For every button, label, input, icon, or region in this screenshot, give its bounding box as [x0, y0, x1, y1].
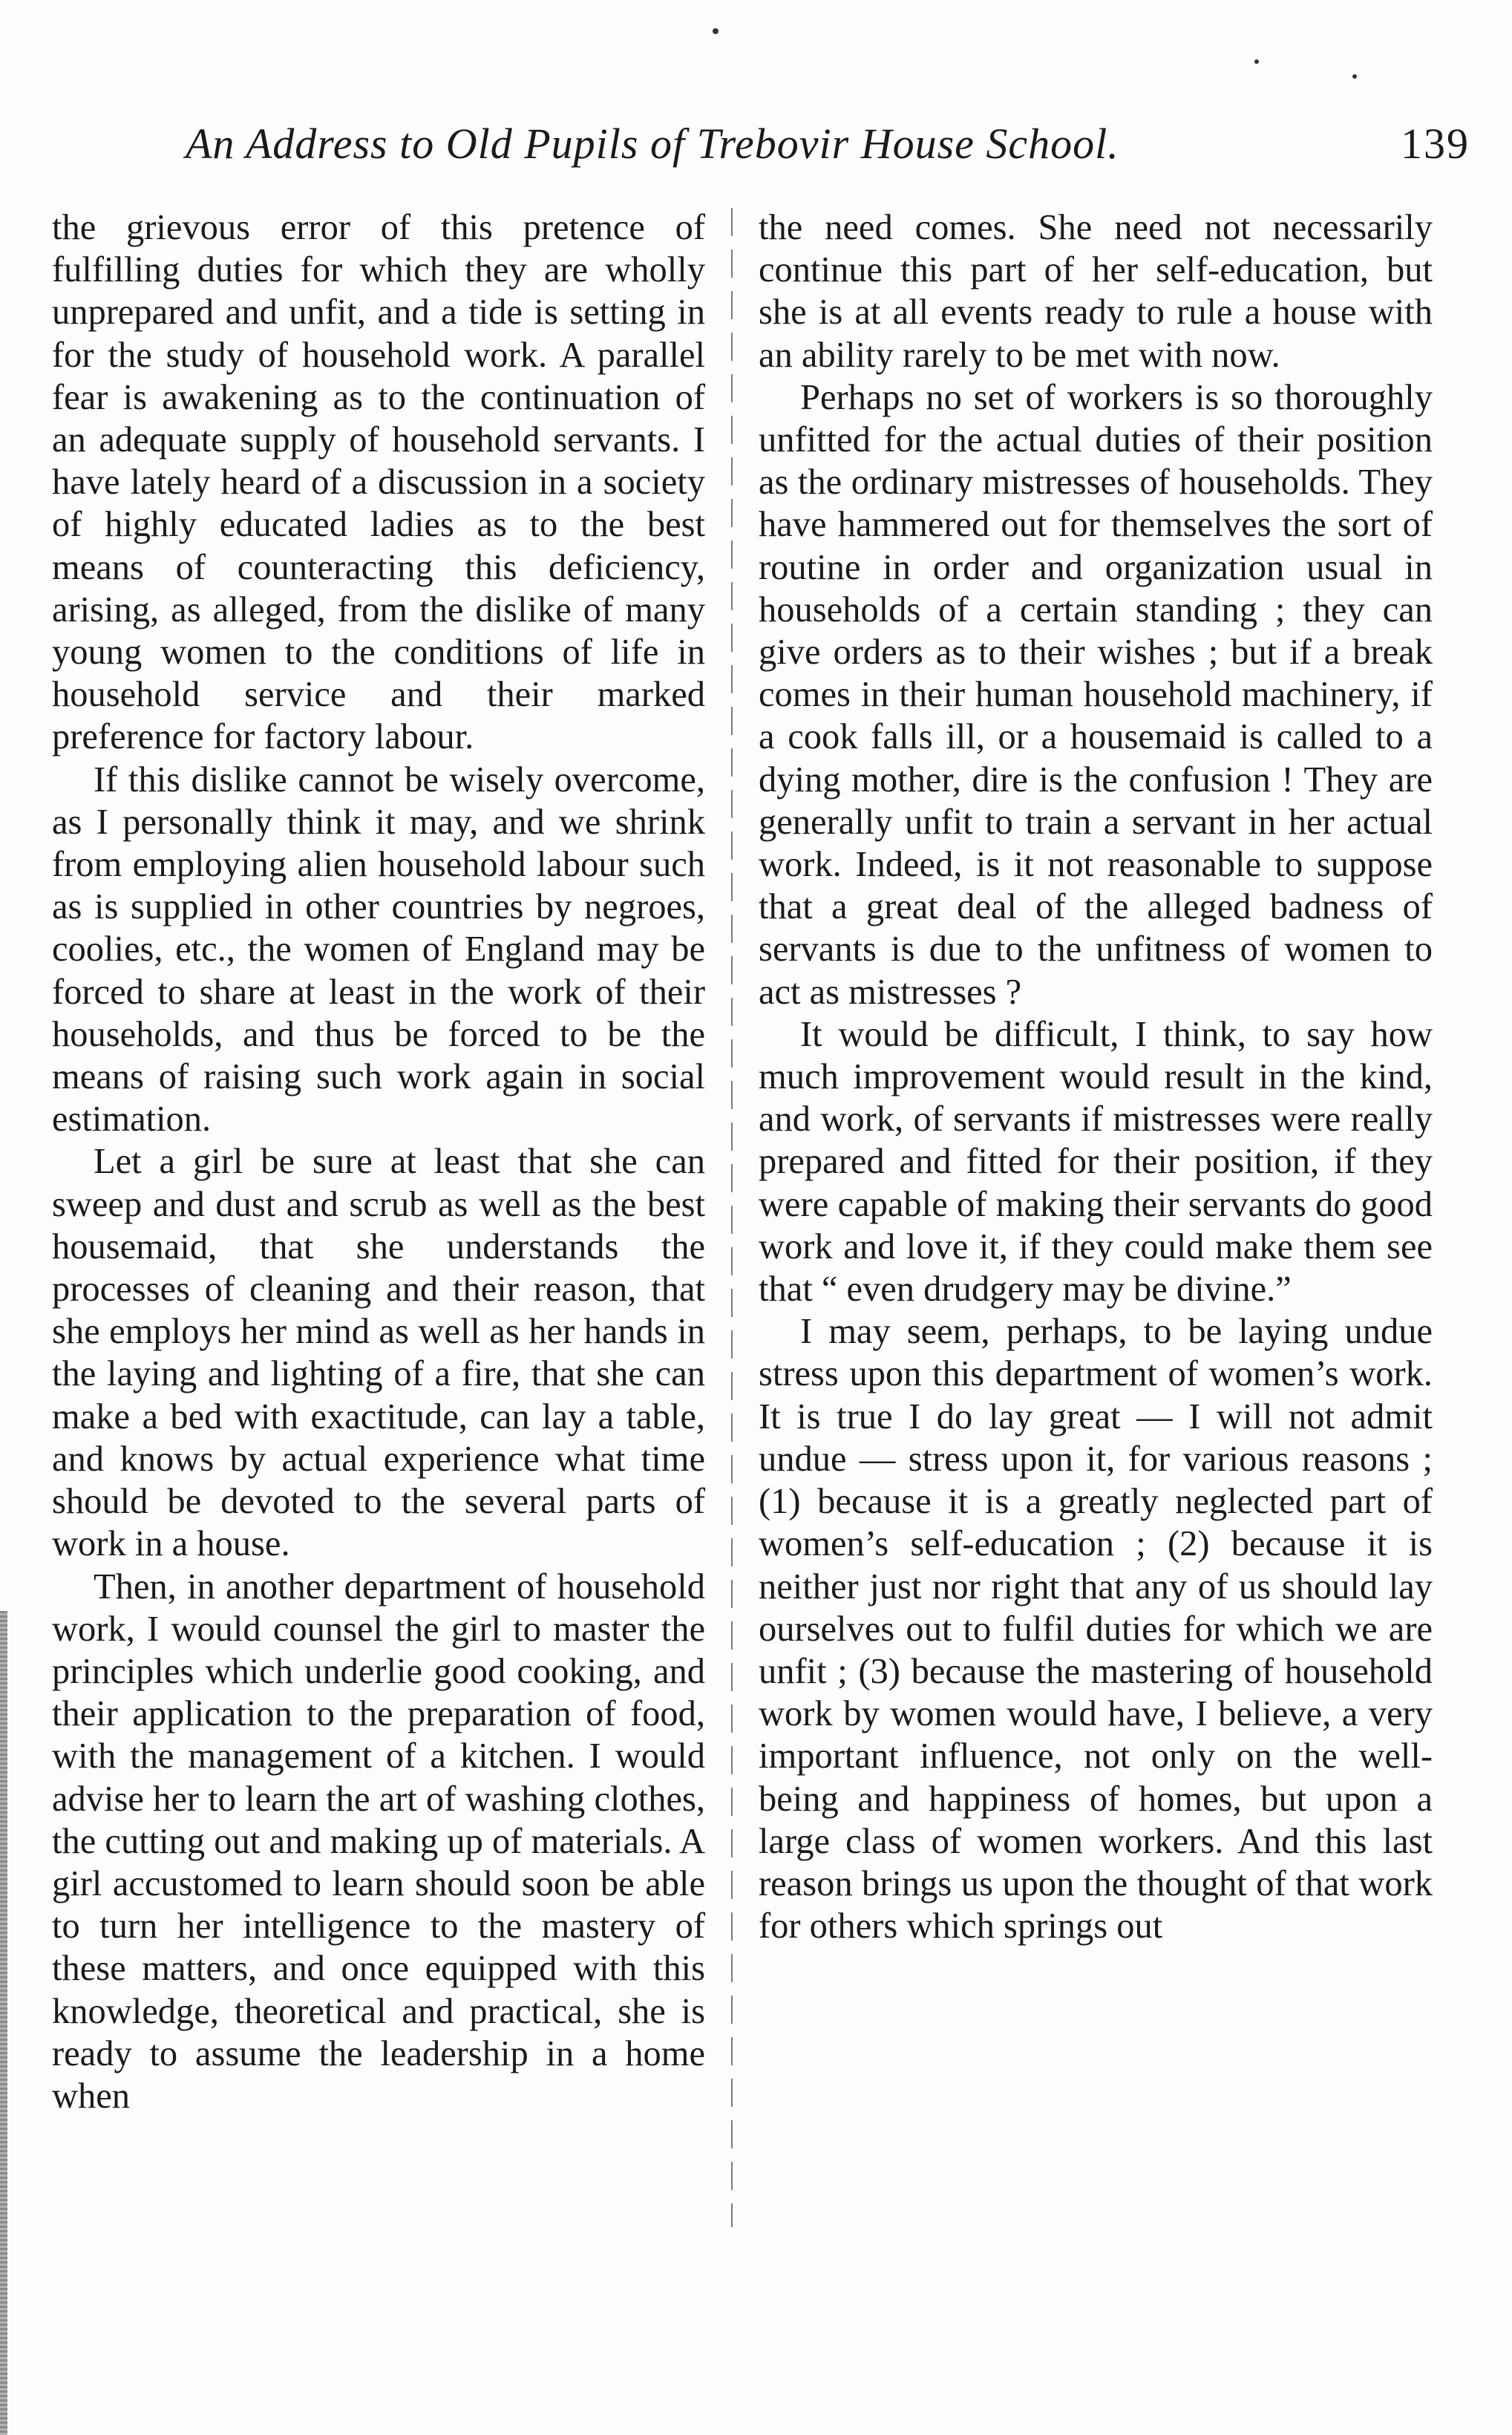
paragraph: the need comes. She need not necessarily continue this part of her self-education, but she is at all events ready to rule a house with an ability rarely to be met with now.	[759, 208, 1433, 375]
page-edge-shadow	[0, 1611, 7, 2435]
left-column	[52, 206, 705, 2117]
page-number: 139	[1401, 120, 1470, 168]
running-head	[186, 119, 1470, 178]
paper-speck	[1254, 59, 1259, 64]
running-title: An Address to Old Pupils of Trebovir House School.	[186, 120, 1119, 168]
paragraph: If this dislike cannot be wisely overcome, as I personally think it may, and we shrink from employing alien household labour such as is supplied in other countries by negroes, coolies, etc., the women of England may be forced to share at least in the work of their households, and thus be forced to be the means of raising such work again in social estimation.	[52, 759, 705, 1140]
paragraph: Then, in another department of household work, I would counsel the girl to master the principles which underlie good cooking, and their application to the preparation of food, with the management of a kitchen. I would advise her to learn the art of washing clothes, the cutting out and making up of materials. A girl accustomed to learn should soon be able to turn her intelligence to the mastery of these matters, and once equipped with this knowledge, theoretical and practical, she is ready to assume the leadership in a home when	[52, 1566, 705, 2116]
right-column	[759, 206, 1433, 1947]
paragraph: the grievous error of this pretence of fulfilling duties for which they are wholly unprepared and unfit, and a tide is setting in for the study of household work. A parallel fear is awakening as to the continuation of an adequate supply of household servants. I have lately heard of a discussion in a society of highly educated ladies as to the best means of counteracting this deficiency, arising, as alleged, from the dislike of many young women to the conditions of life in household service and their marked preference for factory labour.	[52, 208, 705, 757]
paper-speck	[713, 28, 719, 34]
paragraph: I may seem, perhaps, to be laying undue stress upon this department of women’s work. It is true I do lay great — I will not admit undue — stress upon it, for various reasons ; (1) because it is a greatly neglected part of women’s self-education ; (2) because it is neither just nor right that any of us should lay ourselves out to fulfil duties for which we are unfit ; (3) because the mastering of household work by women would have, I believe, a very important influence, not only on the well-being and happiness of homes, but upon a large class of women workers. And this last reason brings us upon the thought of that work for others which springs out	[759, 1312, 1433, 1947]
paragraph: Perhaps no set of workers is so thoroughly unfitted for the actual duties of their position as the ordinary mistresses of households. They have hammered out for themselves the sort of routine in order and organization usual in households of a certain standing ; they can give orders as to their wishes ; but if a break comes in their human household machinery, if a cook falls ill, or a housemaid is called to a dying mother, dire is the confusion ! They are generally unfit to train a servant in her actual work. Indeed, is it not reasonable to suppose that a great deal of the alleged badness of servants is due to the unfitness of women to act as mistresses ?	[759, 377, 1433, 1012]
column-divider	[731, 208, 733, 2227]
paragraph: Let a girl be sure at least that she can sweep and dust and scrub as well as the best housemaid, that she understands the processes of cleaning and their reason, that she employs her mind as well as her hands in the laying and lighting of a fire, that she can make a bed with exactitude, can lay a table, and knows by actual experience what time should be devoted to the several parts of work in a house.	[52, 1142, 705, 1564]
paper-speck	[1352, 74, 1357, 79]
paragraph: It would be difficult, I think, to say how much improvement would result in the kind, and work, of servants if mistresses were really prepared and fitted for their position, if they were capable of making their servants do good work and love it, if they could make them see that “ even drudgery may be divine.”	[759, 1014, 1433, 1310]
